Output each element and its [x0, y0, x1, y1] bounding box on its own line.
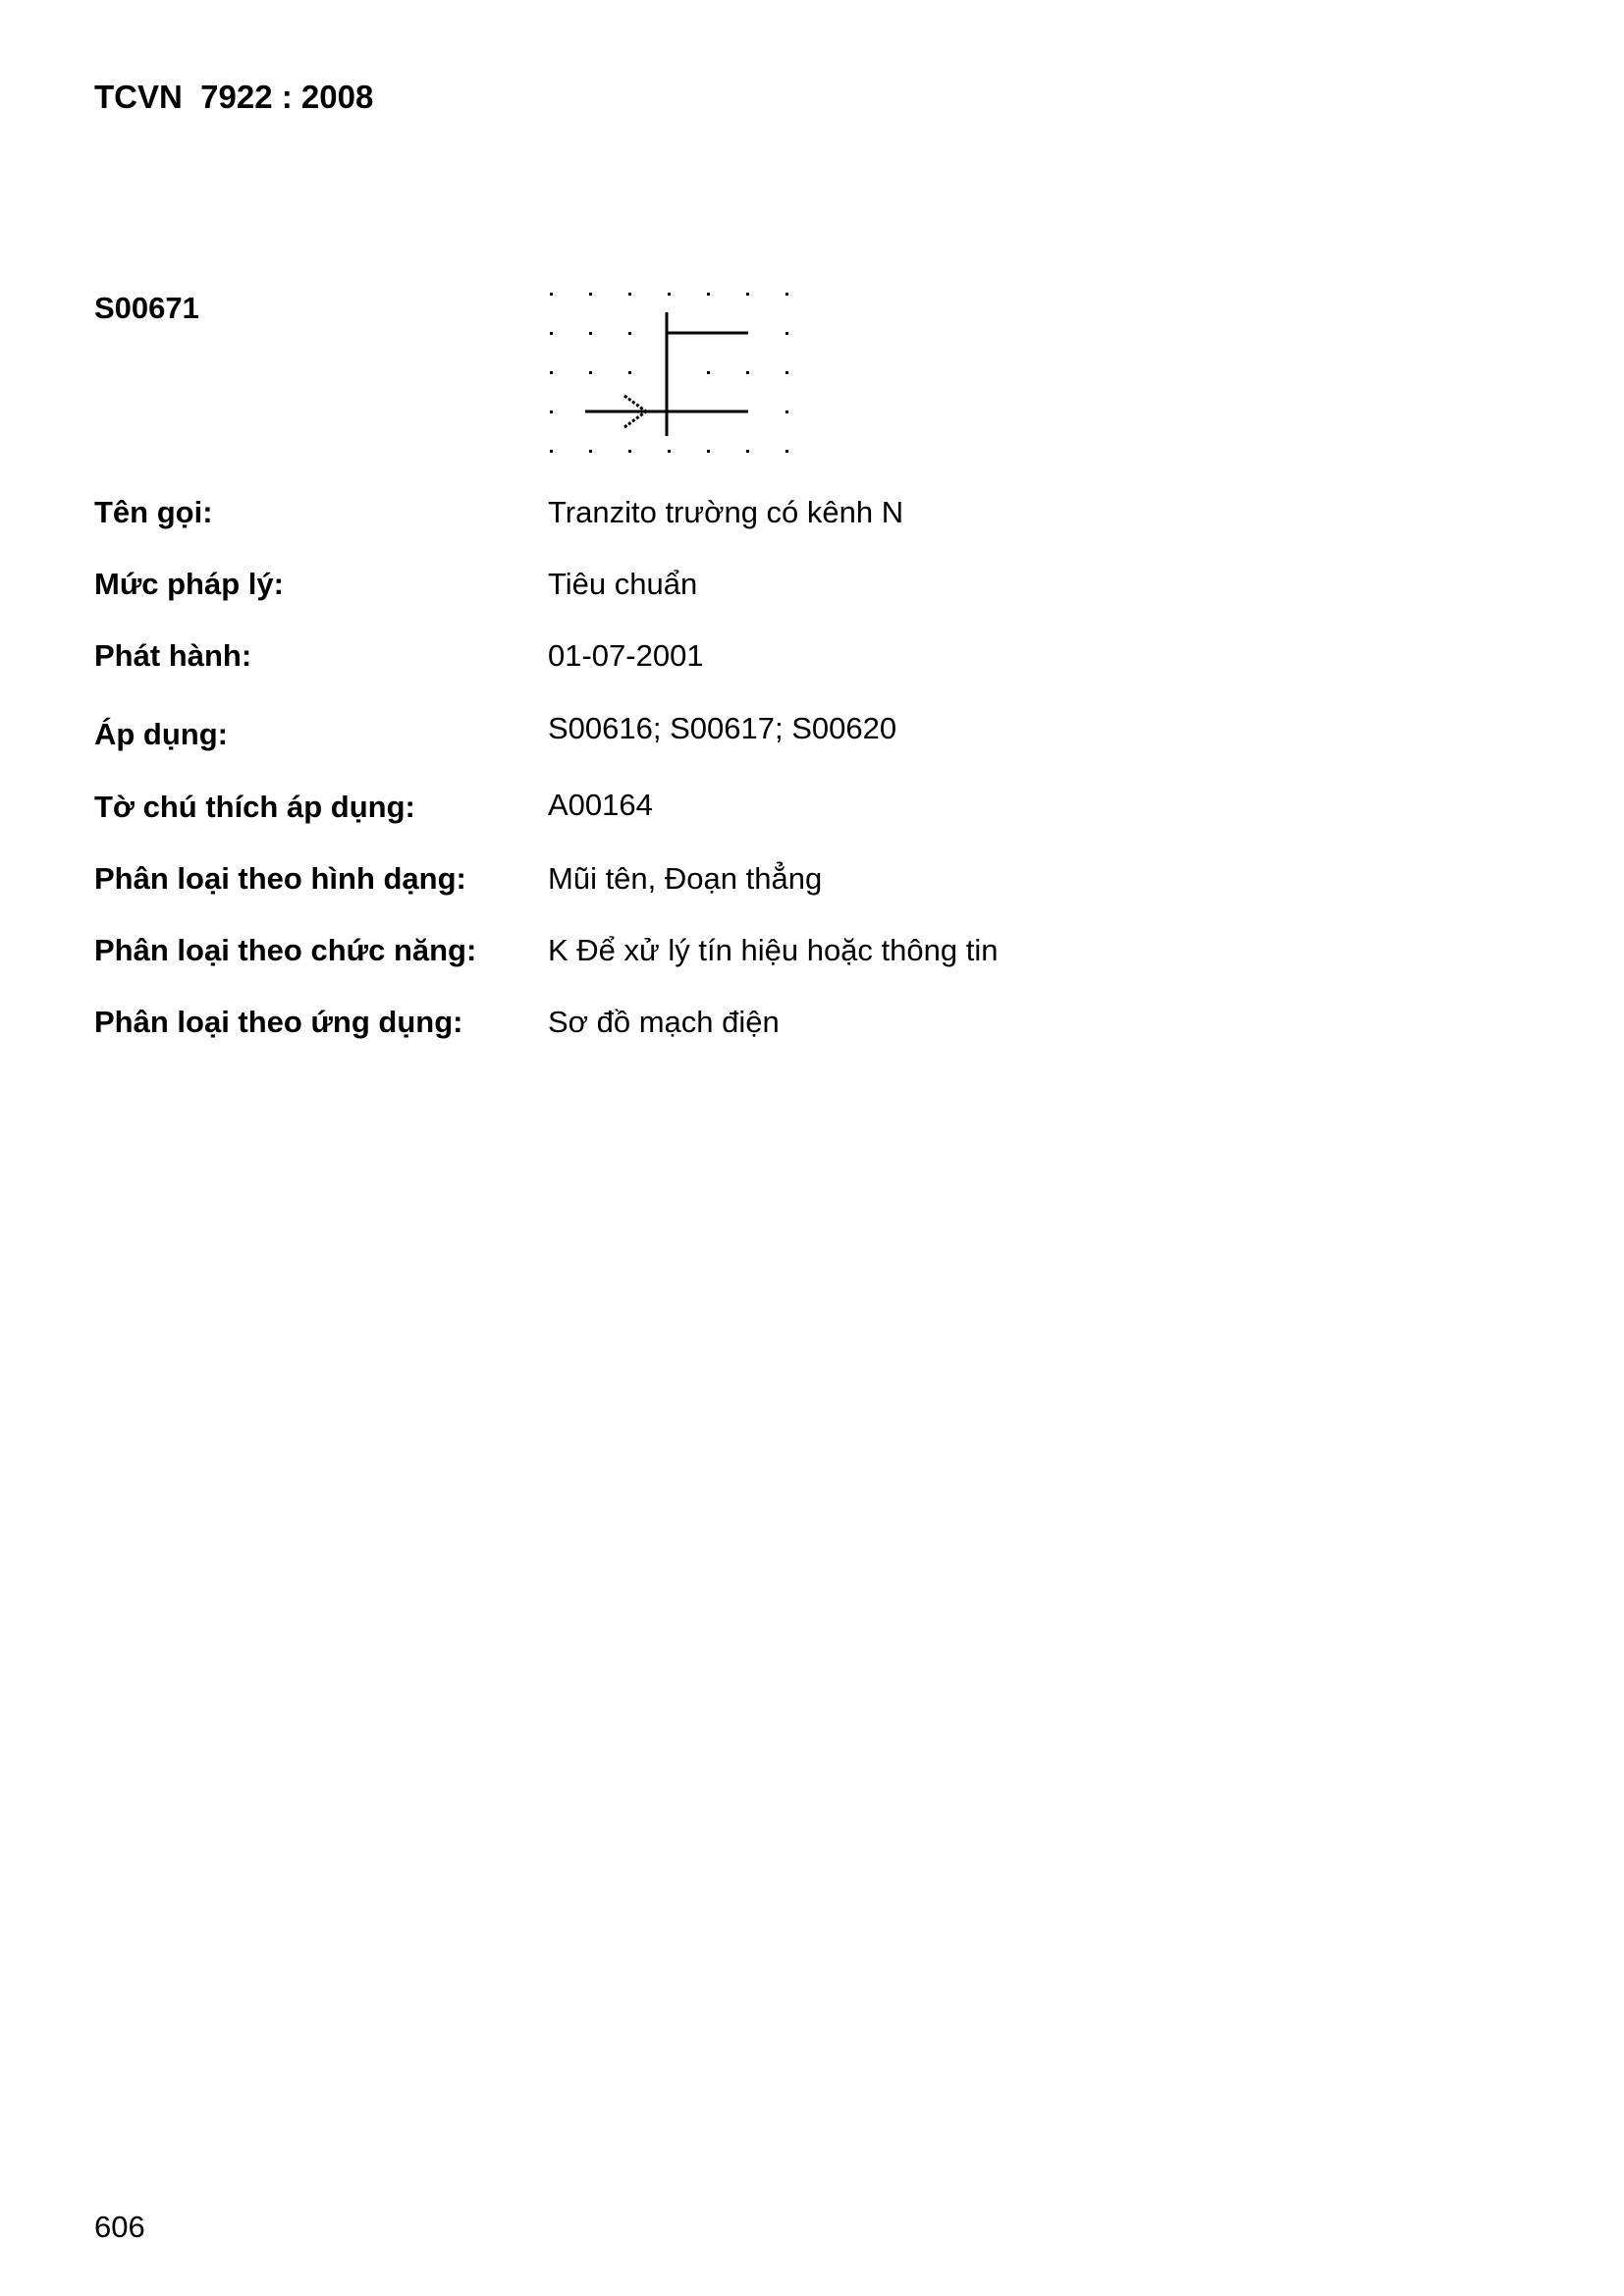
field-label: Phát hành:: [94, 638, 252, 673]
field-label: Phân loại theo chức năng:: [94, 933, 477, 967]
field-value: Tranzito trường có kênh N: [548, 495, 904, 529]
field-row-ap-dung: [94, 711, 1528, 754]
field-row-muc-phap-ly: [94, 567, 1528, 610]
transistor-lines: [585, 312, 748, 436]
field-label: Phân loại theo ứng dụng:: [94, 1005, 463, 1039]
field-label: Áp dụng:: [94, 717, 229, 751]
field-value: S00616; S00617; S00620: [548, 711, 897, 745]
field-row-phan-loai-chuc-nang: [94, 933, 1528, 976]
field-row-phat-hanh: [94, 638, 1528, 682]
field-value: Mũi tên, Đoạn thẳng: [548, 861, 823, 896]
document-title: TCVN 7922 : 2008: [94, 79, 374, 115]
field-value: 01-07-2001: [548, 638, 704, 673]
field-row-to-chu-thich: [94, 790, 1528, 833]
field-row-phan-loai-hinh-dang: [94, 861, 1528, 904]
grid-dots: [550, 293, 788, 453]
symbol-code: S00671: [94, 291, 199, 325]
field-row-ten-goi: [94, 495, 1528, 538]
field-value: A00164: [548, 788, 653, 822]
field-label: Mức pháp lý:: [94, 567, 284, 601]
page-number: 606: [94, 2210, 145, 2244]
field-label: Phân loại theo hình dạng:: [94, 861, 466, 896]
field-value: K Để xử lý tín hiệu hoặc thông tin: [548, 933, 999, 967]
field-value: Tiêu chuẩn: [548, 567, 698, 601]
n-channel-fet-symbol-icon: [538, 277, 813, 464]
field-label: Tờ chú thích áp dụng:: [94, 790, 415, 824]
field-label: Tên gọi:: [94, 495, 213, 529]
field-row-phan-loai-ung-dung: [94, 1005, 1528, 1048]
field-value: Sơ đồ mạch điện: [548, 1005, 780, 1039]
